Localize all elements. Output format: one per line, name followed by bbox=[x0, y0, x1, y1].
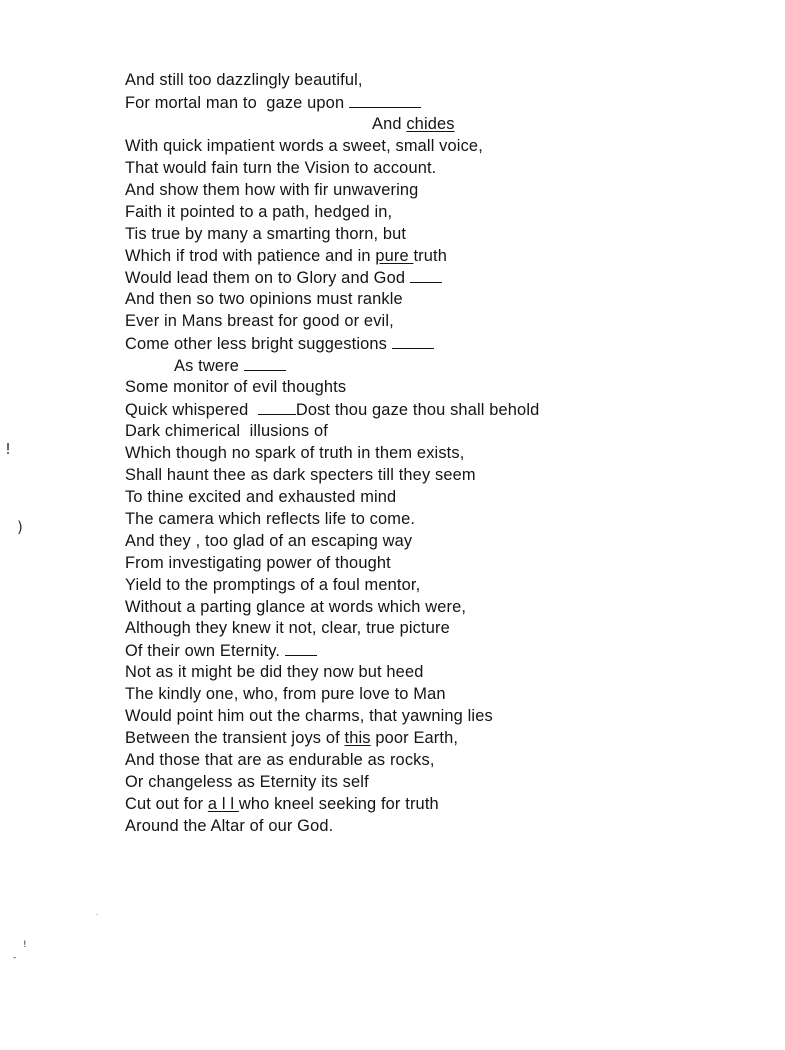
line-text: Quick whispered bbox=[125, 400, 258, 419]
underlined-word: a l l bbox=[207, 794, 239, 813]
line-text: And then so two opinions must rankle bbox=[125, 290, 403, 309]
poem-line bbox=[125, 640, 765, 662]
poem-line bbox=[125, 597, 765, 619]
line-text-continued: who kneel seeking for truth bbox=[238, 794, 439, 813]
margin-mark: - bbox=[13, 953, 17, 963]
margin-mark: ) bbox=[17, 518, 23, 536]
poem-line bbox=[125, 772, 765, 794]
margin-mark: ! bbox=[23, 940, 27, 950]
line-text: That would fain turn the Vision to account. bbox=[125, 158, 437, 177]
poem-line bbox=[125, 399, 765, 421]
underlined-word: chides bbox=[406, 114, 455, 133]
poem-line bbox=[125, 246, 765, 268]
poem-line bbox=[125, 180, 765, 202]
line-text: Shall haunt thee as dark specters till they seem bbox=[125, 465, 476, 484]
poem-line bbox=[125, 794, 765, 816]
line-text: Faith it pointed to a path, hedged in, bbox=[125, 202, 393, 221]
margin-mark: . bbox=[96, 910, 98, 917]
dash-blank bbox=[285, 640, 317, 656]
poem-line bbox=[125, 421, 765, 443]
line-text: To thine excited and exhausted mind bbox=[125, 487, 397, 506]
line-text: Of their own Eternity. bbox=[125, 642, 285, 661]
line-text: And those that are as endurable as rocks, bbox=[125, 751, 435, 770]
dash-blank bbox=[244, 355, 286, 371]
poem-line bbox=[125, 136, 765, 158]
line-text: The kindly one, who, from pure love to Man bbox=[125, 685, 446, 704]
poem-line bbox=[125, 333, 765, 355]
dash-blank bbox=[410, 267, 442, 283]
poem-line bbox=[125, 465, 765, 487]
poem-line bbox=[125, 158, 765, 180]
poem-line bbox=[125, 377, 765, 399]
poem-line bbox=[125, 662, 765, 684]
line-text: Without a parting glance at words which were, bbox=[125, 597, 467, 616]
poem-line bbox=[125, 618, 765, 640]
poem-line bbox=[125, 202, 765, 224]
poem-line bbox=[125, 267, 765, 289]
line-text: Tis true by many a smarting thorn, but bbox=[125, 224, 407, 243]
line-text-continued: Dost thou gaze thou shall behold bbox=[295, 400, 540, 419]
margin-mark: ! bbox=[5, 440, 12, 458]
poem-line bbox=[125, 355, 765, 377]
line-text: As twere bbox=[174, 356, 244, 375]
poem-line bbox=[125, 92, 765, 114]
line-text: The camera which reflects life to come. bbox=[125, 509, 416, 528]
line-text: Dark chimerical illusions of bbox=[125, 422, 328, 440]
line-text-continued: truth bbox=[413, 246, 447, 265]
poem-line bbox=[125, 728, 765, 750]
poem-line bbox=[125, 114, 765, 136]
poem-line bbox=[125, 816, 765, 838]
line-text: Or changeless as Eternity its self bbox=[125, 773, 369, 791]
line-text: Some monitor of evil thoughts bbox=[125, 378, 347, 397]
line-text: And bbox=[372, 114, 407, 133]
line-text: Which if trod with patience and in bbox=[125, 246, 376, 265]
line-text: Cut out for bbox=[125, 794, 208, 813]
line-text: Would lead them on to Glory and God bbox=[125, 269, 410, 288]
poem-line bbox=[125, 443, 765, 465]
poem-line bbox=[125, 224, 765, 246]
line-text: Between the transient joys of bbox=[125, 729, 345, 748]
poem-line bbox=[125, 706, 765, 728]
poem-text bbox=[125, 70, 765, 838]
poem-line bbox=[125, 553, 765, 575]
poem-line bbox=[125, 575, 765, 597]
poem-line bbox=[125, 311, 765, 333]
line-text: For mortal man to gaze upon bbox=[125, 93, 349, 112]
line-text: And show them how with fir unwavering bbox=[125, 180, 419, 199]
line-text: Around the Altar of our God. bbox=[125, 816, 334, 835]
poem-line bbox=[125, 487, 765, 509]
line-text: Although they knew it not, clear, true picture bbox=[125, 619, 450, 638]
dash-blank bbox=[392, 333, 434, 349]
line-text: With quick impatient words a sweet, small voice, bbox=[125, 136, 483, 155]
poem-line bbox=[125, 531, 765, 553]
underlined-word: pure bbox=[375, 246, 414, 265]
poem-line bbox=[125, 750, 765, 772]
underlined-word: this bbox=[344, 729, 371, 748]
line-text: Would point him out the charms, that yawning lies bbox=[125, 707, 493, 726]
poem-line bbox=[125, 684, 765, 706]
line-text: And they , too glad of an escaping way bbox=[125, 531, 413, 550]
line-text: Ever in Mans breast for good or evil, bbox=[125, 312, 394, 331]
line-text: Come other less bright suggestions bbox=[125, 335, 392, 353]
dash-blank bbox=[258, 399, 296, 415]
line-text: Not as it might be did they now but heed bbox=[125, 663, 424, 682]
poem-line bbox=[125, 509, 765, 531]
line-text: And still too dazzlingly beautiful, bbox=[125, 71, 363, 89]
poem-line bbox=[125, 70, 765, 92]
line-text: From investigating power of thought bbox=[125, 553, 391, 572]
dash-blank bbox=[349, 92, 421, 108]
line-text-continued: poor Earth, bbox=[370, 729, 459, 748]
line-text: Which though no spark of truth in them exists, bbox=[125, 443, 465, 462]
poem-line bbox=[125, 289, 765, 311]
line-text: Yield to the promptings of a foul mentor, bbox=[125, 575, 421, 594]
